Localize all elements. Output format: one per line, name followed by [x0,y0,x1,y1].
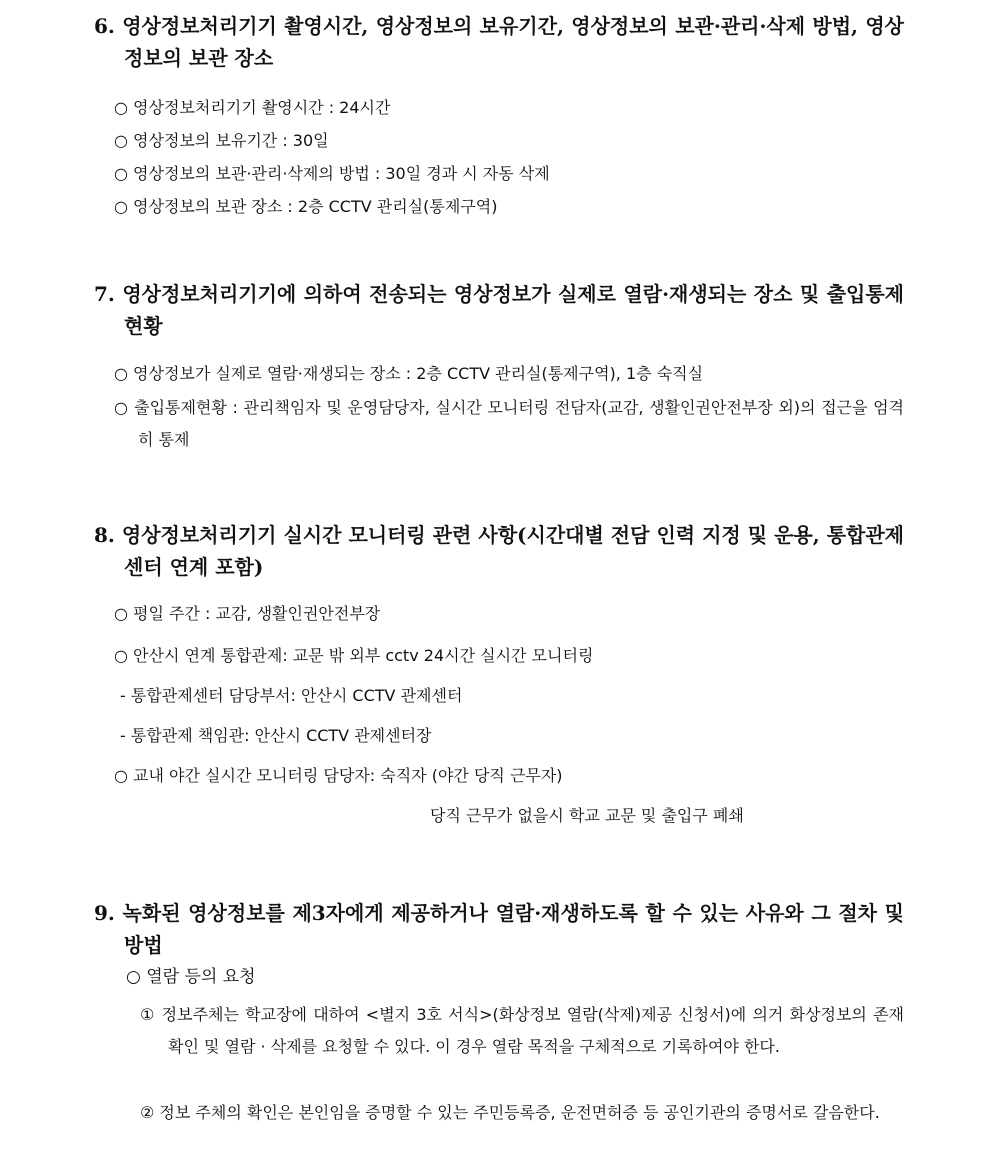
section-8-item-night-monitoring: ○ 교내 야간 실시간 모니터링 담당자: 숙직자 (야간 당직 근무자) [114,766,563,785]
section-6-item-retention-period: ○ 영상정보의 보유기간 : 30일 [114,131,329,150]
section-6-heading: 6. 영상정보처리기기 촬영시간, 영상정보의 보유기간, 영상정보의 보관·관리·삭제 방법, 영상정보의 보관 장소 [94,14,904,70]
section-8-subitem-control-center-dept: - 통합관제센터 담당부서: 안산시 CCTV 관제센터 [120,686,463,705]
section-8-item-ansan-integrated-control: ○ 안산시 연계 통합관제: 교문 밖 외부 cctv 24시간 실시간 모니터링 [114,646,594,665]
section-8-subitem-control-officer: - 통합관제 책임관: 안산시 CCTV 관제센터장 [120,726,432,745]
section-6-item-deletion-method: ○ 영상정보의 보관·관리·삭제의 방법 : 30일 경과 시 자동 삭제 [114,164,550,183]
section-7-item-viewing-location: ○ 영상정보가 실제로 열람·재생되는 장소 : 2층 CCTV 관리실(통제구역), 1층 숙직실 [114,364,704,383]
section-7-heading: 7. 영상정보처리기기에 의하여 전송되는 영상정보가 실제로 열람·재생되는 장소 및 출입통제 현황 [94,282,904,338]
section-6-item-storage-location: ○ 영상정보의 보관 장소 : 2층 CCTV 관리실(통제구역) [114,197,498,216]
section-6-item-capture-time: ○ 영상정보처리기기 촬영시간 : 24시간 [114,98,391,117]
section-8-heading: 8. 영상정보처리기기 실시간 모니터링 관련 사항(시간대별 전담 인력 지정 및 운용, 통합관제센터 연계 포함) [94,523,904,579]
section-9-bullet-viewing-request: ○ 열람 등의 요청 [126,967,256,987]
section-7-item-access-control: ○ 출입통제현황 : 관리책임자 및 운영담당자, 실시간 모니터링 전담자(교감, 생활인권안전부장 외)의 접근을 엄격히 통제 [114,398,904,449]
section-8-item-weekday-daytime: ○ 평일 주간 : 교감, 생활인권안전부장 [114,604,381,623]
section-9-item-identity-verification: ② 정보 주체의 확인은 본인임을 증명할 수 있는 주민등록증, 운전면허증 등 공인기관의 증명서로 갈음한다. [140,1103,880,1122]
section-9-item-request-procedure: ① 정보주체는 학교장에 대하여 <별지 3호 서식>(화상정보 열람(삭제)제공 신청서)에 의거 화상정보의 존재 확인 및 열람 · 삭제를 요청할 수 있다. 이 경우 열람 목적을 구체적으로 기록하여야 한다. [140,1005,904,1056]
section-9-heading: 9. 녹화된 영상정보를 제3자에게 제공하거나 열람·재생하도록 할 수 있는 사유와 그 절차 및 방법 [94,901,904,957]
section-8-item-night-closure-note: 당직 근무가 없을시 학교 교문 및 출입구 폐쇄 [430,806,744,825]
